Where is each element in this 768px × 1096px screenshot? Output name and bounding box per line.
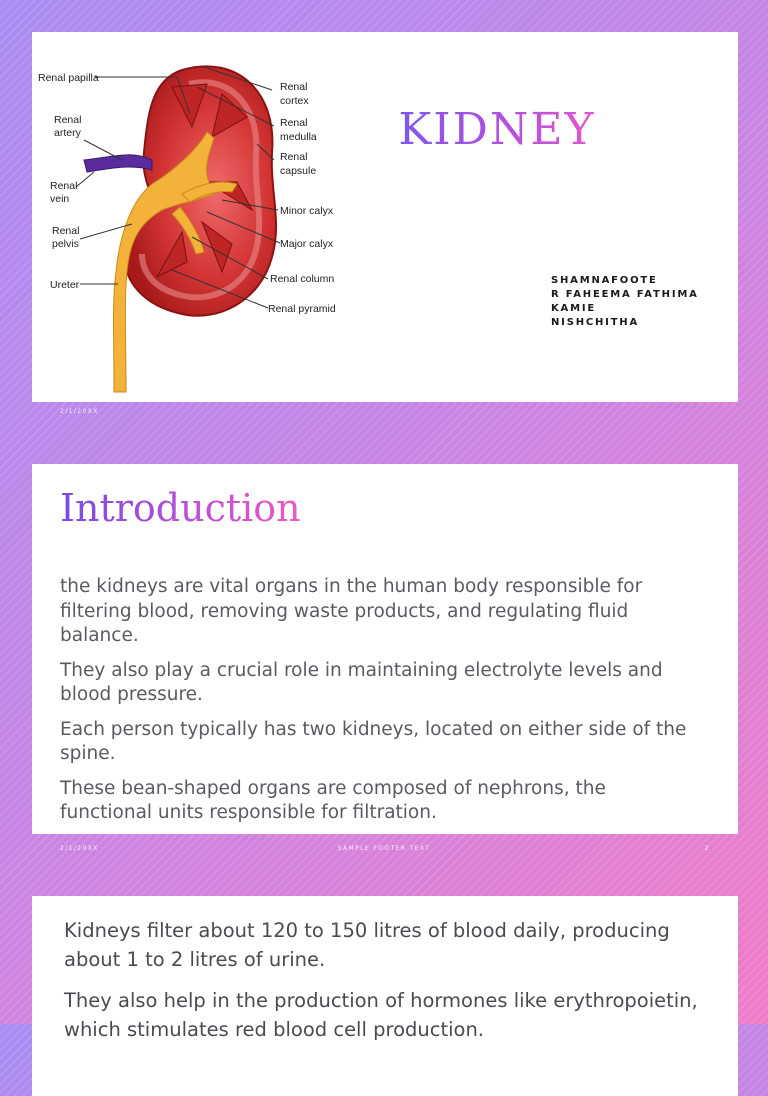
label-renal-pelvis-1: Renal	[52, 225, 80, 237]
slide-title	[0, 0, 768, 432]
slide-card	[32, 464, 738, 834]
paragraph: the kidneys are vital organs in the human body responsible for filtering blood, removing waste products, and regulating fluid balance.	[60, 576, 643, 646]
label-renal-column: Renal column	[270, 273, 335, 285]
author-name: NISHCHITHA	[551, 317, 640, 328]
author-list	[551, 274, 699, 330]
label-renal-vein-1: Renal	[50, 180, 78, 192]
footer-date: 2/1/20XX	[60, 845, 99, 852]
label-renal-artery-2: artery	[54, 127, 81, 139]
slide-body	[60, 575, 690, 834]
paragraph: These bean-shaped organs are composed of nephrons, the functional units responsible for filtration.	[60, 777, 606, 823]
label-renal-cortex-1: Renal	[280, 81, 308, 93]
slide-card	[32, 896, 738, 1096]
page-number: 2	[704, 845, 710, 852]
label-renal-vein-2: vein	[50, 193, 70, 205]
slide-facts	[0, 864, 768, 1041]
slide-body	[64, 916, 714, 1056]
label-renal-medulla-1: Renal	[280, 117, 308, 129]
paragraph: Kidneys filter about 120 to 150 litres of blood daily, producing about 1 to 2 litres of urine.	[64, 919, 670, 971]
label-renal-capsule-1: Renal	[280, 151, 308, 163]
kidney-diagram	[32, 32, 372, 402]
slide-footer	[0, 842, 768, 856]
label-renal-capsule-2: capsule	[280, 165, 317, 177]
label-renal-medulla-2: medulla	[280, 131, 317, 143]
author-name: R FAHEEMA FATHIMA	[551, 289, 699, 300]
paragraph: They also play a crucial role in maintaining electrolyte levels and blood pressure.	[60, 659, 663, 705]
slide-title: Introduction	[60, 486, 301, 530]
label-minor-calyx: Minor calyx	[280, 205, 334, 217]
author-name: KAMIE	[551, 303, 596, 314]
footer-text: SAMPLE FOOTER TEXT	[337, 845, 431, 852]
label-renal-cortex-2: cortex	[280, 95, 309, 107]
slide-introduction	[0, 432, 768, 864]
label-renal-papilla: Renal papilla	[38, 72, 99, 84]
label-renal-artery-1: Renal	[54, 114, 82, 126]
slide-footer	[0, 405, 768, 419]
footer-date: 2/1/20XX	[60, 408, 99, 415]
paragraph: Each person typically has two kidneys, located on either side of the spine.	[60, 718, 687, 764]
paragraph: They also help in the production of hormones like erythropoietin, which stimulates red blood cell production.	[64, 989, 698, 1041]
author-name: SHAMNAFOOTE	[551, 275, 658, 286]
label-ureter: Ureter	[50, 279, 80, 291]
slide-card	[32, 32, 738, 402]
label-renal-pelvis-2: pelvis	[52, 238, 79, 250]
label-renal-pyramid: Renal pyramid	[268, 303, 336, 315]
label-major-calyx: Major calyx	[280, 238, 334, 250]
slide-title: KIDNEY	[362, 104, 632, 155]
